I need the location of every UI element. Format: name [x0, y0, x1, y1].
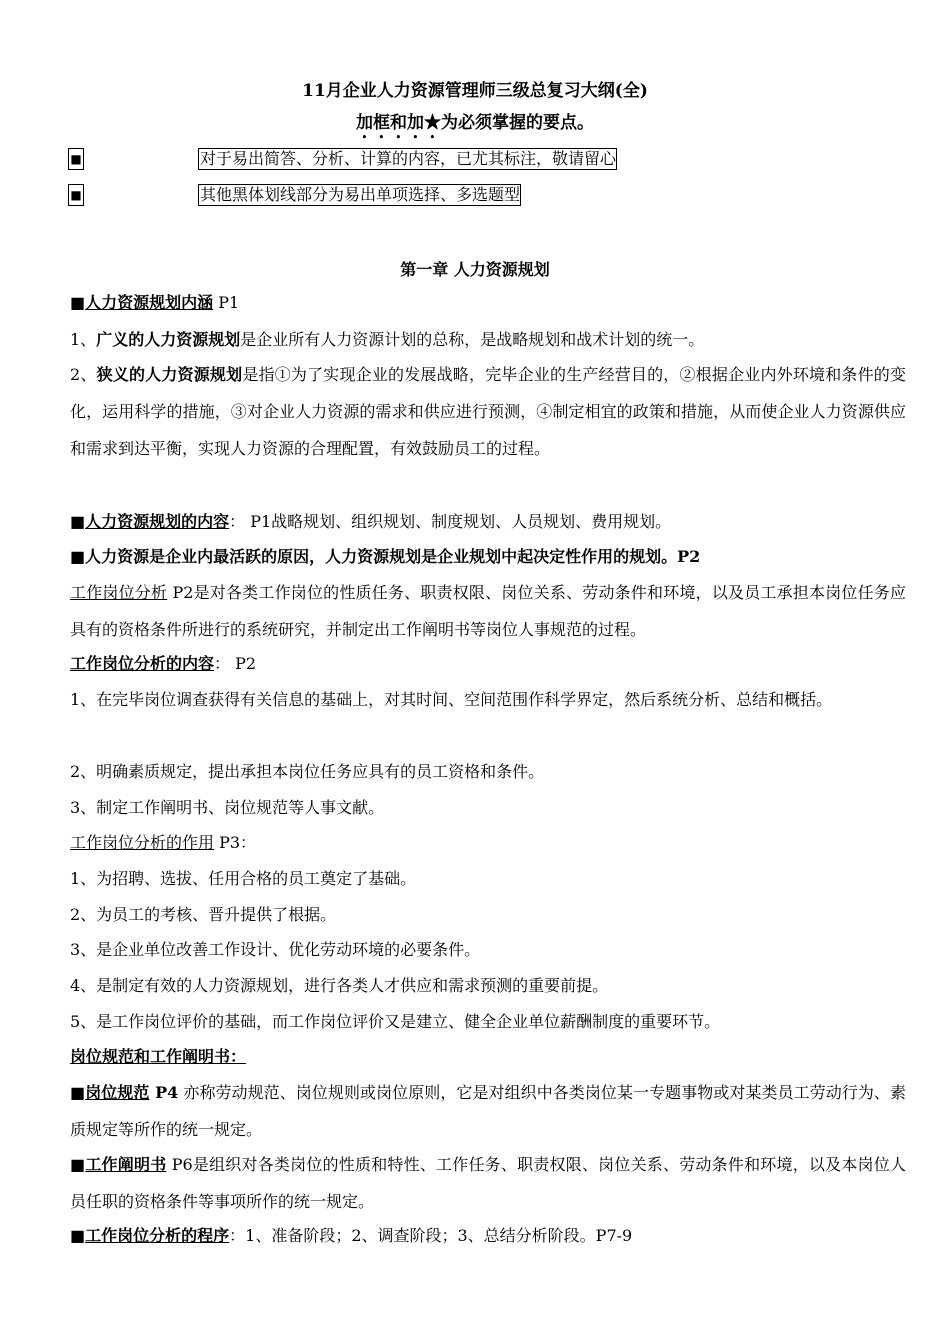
- document-title: 11月企业人力资源管理师三级总复习大纲(全): [302, 81, 648, 101]
- section-head: 工作岗位分析的作用: [70, 833, 215, 852]
- section-spec-and-description: [70, 1038, 906, 1075]
- note-text: 其他黑体划线部分为易出单项选择、多选题型: [200, 185, 521, 204]
- term: 广义的人力资源规划: [96, 330, 241, 349]
- square-bullet-icon: ■: [70, 512, 86, 531]
- list-item: 3、是企业单位改善工作设计、优化劳动环境的必要条件。: [70, 940, 481, 959]
- section-head: 工作岗位分析: [70, 583, 168, 602]
- paragraph-text: 是指①为了实现企业的发展战略，完毕企业的生产经营目的，②根据企业内外环境和条件的变化，运用科学的措施，③对企业人力资源的需求和供应进行预测，④制定相宜的政策和措施，从而使企业人力资源供应和需求到达平衡，实现人力资源的合理配置，有效鼓励员工的过程。: [70, 365, 906, 458]
- document-subtitle: [0, 108, 950, 143]
- section-text: ：1、准备阶段；2、调查阶段；3、总结分析阶段。P7-9: [229, 1226, 633, 1245]
- square-bullet-icon: ■: [68, 184, 84, 206]
- section-head: 工作阐明书: [85, 1155, 167, 1174]
- chapter-heading: 第一章 人力资源规划: [400, 260, 550, 279]
- square-bullet-icon: ■: [68, 148, 84, 170]
- section-hr-planning-meaning: [70, 284, 906, 321]
- page-ref: ： P2: [214, 654, 257, 673]
- page-ref: P1: [213, 293, 240, 312]
- list-item: 2、明确素质规定，提出承担本岗位任务应具有的员工资格和条件。: [70, 762, 545, 781]
- section-job-analysis-content: [70, 645, 906, 682]
- list-item: 3、制定工作阐明书、岗位规范等人事文献。: [70, 798, 385, 817]
- section-hr-planning-content: [70, 503, 906, 540]
- section-job-analysis: [70, 574, 906, 648]
- paragraph-text: 是企业所有人力资源计划的总称，是战略规划和战术计划的统一。: [240, 330, 705, 349]
- subtitle-char: 和: [390, 113, 407, 133]
- page-ref: P3：: [214, 833, 257, 852]
- section-head: 人力资源规划内涵: [85, 293, 214, 312]
- section-text: P2是对各类工作岗位的性质任务、职责权限、岗位关系、劳动条件和环境，以及员工承担本岗位任务应具有的资格条件所进行的系统研究，并制定出工作阐明书等岗位人事规范的过程。: [70, 583, 906, 639]
- list-item: 1、为招聘、选拔、任用合格的员工奠定了基础。: [70, 869, 417, 888]
- subtitle-text: 为必须掌握的要点。: [441, 113, 594, 133]
- square-bullet-icon: ■: [70, 1155, 86, 1174]
- section-text: ： P1战略规划、组织规划、制度规划、人员规划、费用规划。: [229, 512, 672, 531]
- paragraph-broad-definition: [70, 321, 906, 358]
- list-item: 2、为员工的考核、晋升提供了根据。: [70, 905, 337, 924]
- list-item: 4、是制定有效的人力资源规划，进行各类人才供应和需求预测的重要前提。: [70, 976, 609, 995]
- section-job-description: [70, 1146, 906, 1220]
- section-job-specification: [70, 1074, 906, 1148]
- term: 狭义的人力资源规划: [96, 365, 243, 384]
- list-item: 1、在完毕岗位调查获得有关信息的基础上，对其时间、空间范围作科学界定，然后系统分析、总结和概括。: [70, 690, 833, 709]
- section-job-analysis-role: [70, 824, 906, 861]
- section-text: P6是组织对各类岗位的性质和特性、工作任务、职责权限、岗位关系、劳动条件和环境，以及本岗位人员任职的资格条件等事项所作的统一规定。: [70, 1155, 906, 1211]
- star-icon: ★: [424, 113, 441, 133]
- paragraph-narrow-definition: [70, 356, 906, 467]
- item-number: 1、: [70, 330, 97, 349]
- subtitle-char: 加: [356, 113, 373, 133]
- section-text: 亦称劳动规范、岗位规则或岗位原则，它是对组织中各类岗位某一专题事物或对某类员工劳动行为、素质规定等所作的统一规定。: [70, 1083, 906, 1139]
- key-text: ■人力资源是企业内最活跃的原因，人力资源规划是企业规划中起决定性作用的规划。P2: [70, 547, 701, 566]
- section-head: 人力资源规划的内容: [85, 512, 230, 531]
- subtitle-char: 框: [373, 113, 390, 133]
- section-head: 工作岗位分析的程序: [85, 1226, 230, 1245]
- section-job-analysis-procedure: [70, 1217, 906, 1254]
- section-head: 岗位规范: [85, 1083, 150, 1102]
- square-bullet-icon: ■: [70, 1226, 86, 1245]
- section-head: 工作岗位分析的内容: [70, 654, 215, 673]
- note-text: 对于易出简答、分析、计算的内容，已尤其标注，敬请留心: [200, 149, 617, 168]
- list-item: 5、是工作岗位评价的基础，而工作岗位评价又是建立、健全企业单位薪酬制度的重要环节。: [70, 1012, 721, 1031]
- square-bullet-icon: ■: [70, 293, 86, 312]
- section-head: 岗位规范和工作阐明书：: [70, 1047, 247, 1066]
- page-ref: P4: [149, 1083, 179, 1102]
- key-statement: [70, 538, 906, 575]
- square-bullet-icon: ■: [70, 1083, 86, 1102]
- item-number: 2、: [70, 365, 97, 384]
- subtitle-char: 加: [407, 113, 424, 133]
